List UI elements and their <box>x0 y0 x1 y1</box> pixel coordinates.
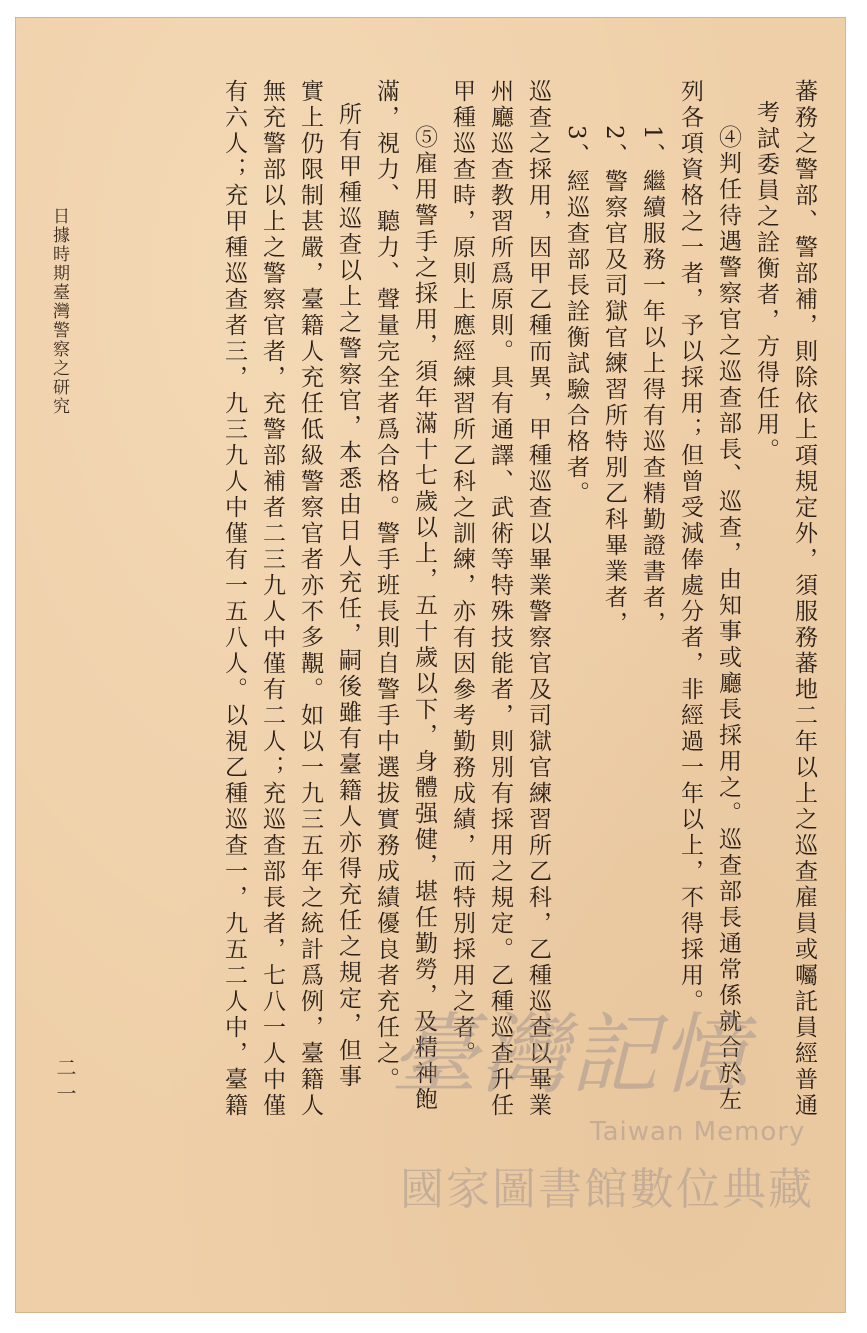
text-line: 1、繼續服務一年以上得有巡查精勤證書者， <box>639 125 665 637</box>
text-line: 列各項資格之一者，予以採用；但曾受減俸處分者，非經過一年以上，不得採用。 <box>677 79 703 1015</box>
text-line: ⑤雇用警手之採用，須年滿十七歲以上，五十歲以下，身體强健，堪任勤勞，及精神飽 <box>411 125 437 1113</box>
text-line: ④判任待遇警察官之巡查部長、巡查，由知事或廳長採用之。巡查部長通常係就合於左 <box>715 125 741 1113</box>
text-line: 所有甲種巡查以上之警察官，本悉由日人充任，嗣後雖有臺籍人亦得充任之規定，但事 <box>335 102 361 1090</box>
text-line: 甲種巡查時，原則上應經練習所乙科之訓練，亦有因參考勤務成績，而特別採用之者。 <box>449 79 475 1067</box>
text-line: 考試委員之詮衡者，方得任用。 <box>753 99 779 464</box>
text-line: 巡查之採用，因甲乙種而異，甲種巡查以畢業警察官及司獄官練習所乙科，乙種巡查以畢業 <box>525 79 551 1119</box>
text-line: 2、警察官及司獄官練習所特別乙科畢業者， <box>601 125 627 637</box>
text-line: 蕃務之警部、警部補，則除依上項規定外，須服務蕃地二年以上之巡查雇員或囑託員經普通 <box>791 79 817 1119</box>
running-title: 日據時期臺灣警察之研究 <box>49 207 69 416</box>
text-line: 有六人；充甲種巡查者三，九三九人中僅有一五八人。以視乙種巡查一，九五二人中，臺籍 <box>221 79 247 1119</box>
text-line: 無充警部以上之警察官者，充警部補者二三九人中僅有二人；充巡查部長者，七八一人中僅 <box>259 79 285 1119</box>
watermark-main-text: 臺灣記憶 <box>390 1003 751 1106</box>
text-line: 滿，視力、聽力、聲量完全者爲合格。警手班長則自警手中選拔實務成績優良者充任之。 <box>373 79 399 1093</box>
book-page <box>15 17 846 1313</box>
page-number: 二一 <box>53 1057 77 1109</box>
watermark-sub-text: 國家圖書館數位典藏 <box>400 1164 814 1215</box>
body-text <box>123 79 823 1279</box>
text-line: 州廳巡查教習所爲原則。具有通譯、武術等特殊技能者，則別有採用之規定。乙種巡查升任 <box>487 79 513 1119</box>
text-line: 實上仍限制甚嚴，臺籍人充任低級警察官者亦不多覯。如以一九三五年之統計爲例，臺籍人 <box>297 79 323 1119</box>
watermark-english-text: Taiwan Memory <box>590 1117 806 1147</box>
text-line: 3、經巡查部長詮衡試驗合格者。 <box>563 125 589 507</box>
